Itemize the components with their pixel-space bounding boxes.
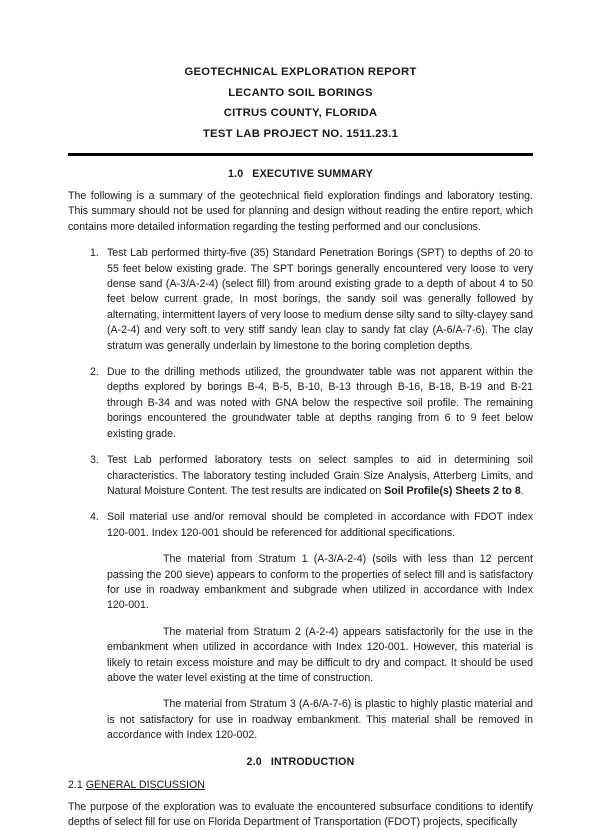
list-item	[68, 246, 533, 354]
list-item-text: Soil material use and/or removal should be completed in accordance with FDOT index 120-001. Index 120-001 should be referenced for additional specifications.	[107, 511, 533, 539]
page-content	[68, 0, 533, 830]
list-item-text: Due to the drilling methods utilized, the groundwater table was not apparent within the depths explored by borings B-4, B-5, B-10, B-13 through B-16, B-18, B-19 and B-21 through B-34 and was noted with GNA below the respective soil profile. The remaining borings encountered the groundwater table at depths ranging from 6 to 9 feet below existing grade.	[107, 366, 533, 440]
title-line-2: LECANTO SOIL BORINGS	[228, 86, 373, 99]
list-item-marker: 4.	[90, 511, 99, 524]
section-number: 1.0	[227, 168, 244, 180]
executive-summary-list	[68, 246, 533, 743]
section-number: 2.0	[246, 755, 262, 768]
subsection-heading-general-discussion	[68, 779, 533, 791]
list-item	[68, 453, 533, 499]
list-item-marker: 2.	[90, 366, 99, 379]
list-item-marker: 3.	[90, 454, 99, 467]
list-item-text-lead: Test Lab performed laboratory tests on select samples to aid in determining soil characteristics. The laboratory testing included Grain Size Analysis, Atterberg Limits, and Natural Moisture Content. The test results are indicated on	[107, 454, 533, 497]
executive-summary-intro-paragraph: The following is a summary of the geotechnical field exploration findings and laboratory testing. This summary should not be used for planning and design without reading the entire report, which contains more detailed information regarding the testing performed and our conclusions.	[68, 190, 533, 233]
list-item	[68, 365, 533, 442]
section-heading-introduction	[68, 756, 533, 768]
title-line-4: TEST LAB PROJECT NO. 1511.23.1	[202, 127, 399, 140]
section-heading-executive-summary	[68, 168, 533, 180]
section-title: INTRODUCTION	[270, 755, 355, 768]
subsection-title: GENERAL DISCUSSION	[85, 778, 205, 791]
list-item-text	[107, 453, 533, 499]
list-item-marker: 1.	[90, 247, 99, 260]
header-divider-rule	[68, 153, 533, 156]
list-item-text-tail: .	[520, 484, 524, 497]
list-item-text: Test Lab performed thirty-five (35) Standard Penetration Borings (SPT) to depths of 20 to 55 feet below existing grade. The SPT borings generally encountered very loose to very dense sand (A-3/A-2-4) (select fill) from around existing grade to a depth of about 4 to 50 feet below current grade, In most borings, the sandy soil was generally followed by alternating, intermittent layers of very loose to medium dense silty sand to silty-clayey sand (A-2-4) and very soft to very stiff sandy lean clay to sandy fat clay (A-6/A-7-6). The clay stratum was generally underlain by limestone to the boring completion depths.	[107, 247, 533, 352]
title-line-1: GEOTECHNICAL EXPLORATION REPORT	[184, 66, 417, 78]
stratum-1-paragraph: The material from Stratum 1 (A-3/A-2-4) (soils with less than 12 percent passing the 200 sieve) appears to conform to the properties of select fill and is satisfactory for use in roadway embankment and subgrade when utilized in accordance with Index 120-001.	[107, 553, 533, 612]
introduction-paragraph: The purpose of the exploration was to evaluate the encountered subsurface conditions to identify depths of select fill for use on Florida Department of Transportation (FDOT) projects, specifically	[68, 800, 533, 828]
list-item	[68, 510, 533, 743]
subsection-number: 2.1	[68, 778, 83, 791]
stratum-3-paragraph: The material from Stratum 3 (A-6/A-7-6) is plastic to highly plastic material and is not satisfactory for use in roadway embankment. This material shall be removed in accordance with Index 120-002.	[107, 698, 533, 742]
report-title-block	[68, 0, 533, 144]
stratum-2-paragraph: The material from Stratum 2 (A-2-4) appears satisfactorily for the use in the embankment when utilized in accordance with Index 120-001. However, this material is likely to retain excess moisture and may be difficult to dry and compact. It should be used above the water level existing at the time of construction.	[107, 625, 533, 684]
title-line-3: CITRUS COUNTY, FLORIDA	[223, 107, 378, 119]
soil-profile-reference-bold: Soil Profile(s) Sheets 2 to 8	[384, 484, 521, 497]
section-title: EXECUTIVE SUMMARY	[252, 168, 374, 180]
